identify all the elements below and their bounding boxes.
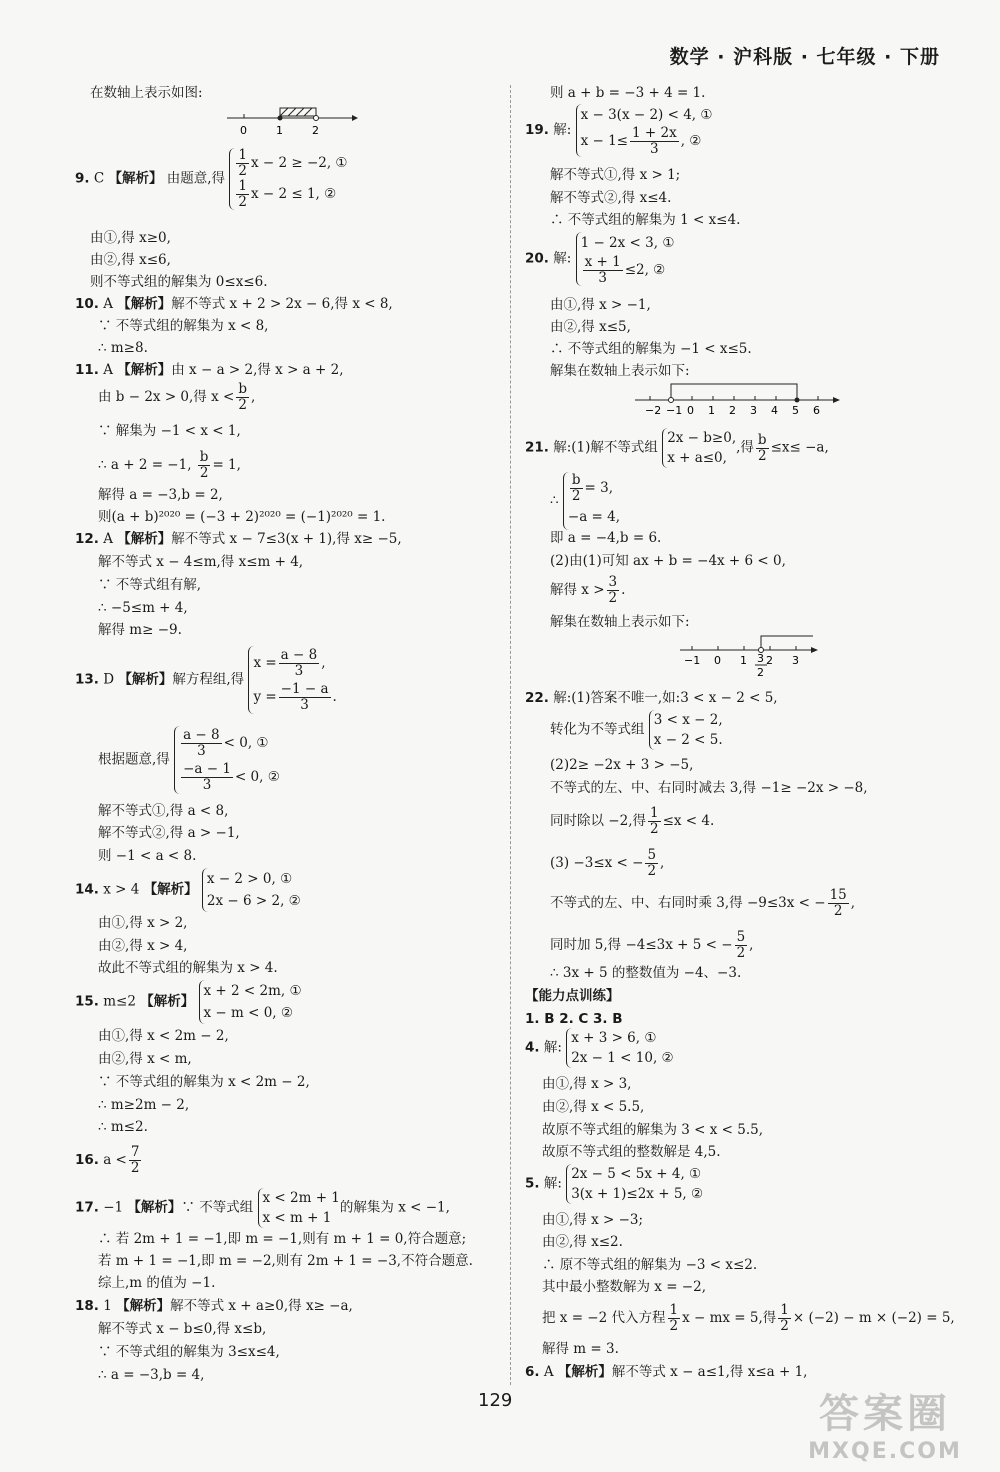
solid-dot [278, 116, 283, 121]
line: ∴ 若 2m + 1 = −1,即 m = −1,则有 m + 1 = 0,符合题意; [98, 1231, 467, 1247]
line: 同时加 5,得 −4≤3x + 5 < − $\frac{5}{2}$ , [550, 929, 754, 961]
line: 解得 m = 3. [542, 1341, 619, 1357]
tick-label: 2 [766, 654, 773, 667]
line: ∵ 不等式组的解集为 x < 8, [98, 318, 269, 334]
q16: 16. a < $\frac{7}{2}$ [75, 1144, 140, 1176]
line: ∴ m≤2. [98, 1119, 148, 1135]
answers-1-3: 1. B 2. C 3. B [525, 1011, 623, 1027]
tick-label: 2 [757, 666, 764, 678]
line: 由 b − 2x > 0,得 x < $\frac{b}{2}$ , [98, 381, 256, 413]
section-title: 【能力点训练】 [525, 988, 620, 1004]
q9 [75, 148, 348, 210]
q22-system: 转化为不等式组 3 < x − 2, x − 2 < 5. [550, 712, 723, 748]
tick-label: 1 [740, 654, 747, 667]
q15: 15. m≤2 【解析】 x + 2 < 2m, ① x − m < 0, ② [75, 980, 302, 1024]
line: 由②,得 x < m, [98, 1051, 192, 1067]
tick-label: 3 [757, 652, 764, 665]
q21: 21. 解:(1)解不等式组 2x − b≥0, x + a≤0, ,得 $\frac{b}{2}$ ≤x≤ −a, [525, 430, 829, 466]
q22: 22. 解:(1)答案不唯一,如:3 < x − 2 < 5, [525, 690, 778, 706]
line: 把 x = −2 代入方程 $\frac{1}{2}$ x − mx = 5,得 $\frac{1}{2}$ × (−2) − m × (−2) = 5, [542, 1302, 955, 1334]
q11: 11. A 【解析】由 x − a > 2,得 x > a + 2, [75, 362, 344, 378]
number-line-3 [678, 630, 823, 678]
column-divider [510, 85, 511, 1385]
line: 故此不等式组的解集为 x > 4. [98, 960, 278, 976]
line: 解集在数轴上表示如下: [550, 614, 690, 630]
line: ∴ 不等式组的解集为 −1 < x≤5. [550, 341, 752, 357]
q10: 10. A 【解析】解不等式 x + 2 > 2x − 6,得 x < 8, [75, 296, 393, 312]
line: 由①,得 x > −1, [550, 297, 651, 313]
q17: 17. −1 【解析】∵ 不等式组 x < 2m + 1 x < m + 1 的解集为 x < −1, [75, 1190, 450, 1226]
line: 由①,得 x > 3, [542, 1076, 632, 1092]
tick-label: 2 [312, 124, 319, 137]
line: 解不等式 x − b≤0,得 x≤b, [98, 1321, 267, 1337]
line: 解得 a = −3,b = 2, [98, 487, 223, 503]
q4: 4. 解: x + 3 > 6, ① 2x − 1 < 10, ② [525, 1030, 674, 1066]
q18: 18. 1 【解析】解不等式 x + a≥0,得 x≥ −a, [75, 1298, 353, 1314]
line: 由①,得 x > 2, [98, 915, 188, 931]
number-line-2 [630, 380, 845, 418]
tick-label: 5 [792, 404, 799, 417]
line: 由①,得 x≥0, [90, 230, 171, 246]
line: ∴ a + 2 = −1, $\frac{b}{2}$ = 1, [98, 449, 241, 481]
line: 解不等式②,得 x≤4. [550, 190, 672, 206]
line: 则 a + b = −3 + 4 = 1. [550, 85, 706, 101]
line: 由①,得 x < 2m − 2, [98, 1028, 229, 1044]
intro-text: 在数轴上表示如图: [90, 85, 203, 101]
system-brace: $\frac{1}{2}$ x − 2 ≥ −2, ① $\frac{1}{2}$ x − 2 ≤ 1, ② [229, 148, 347, 210]
page-number: 129 [478, 1390, 513, 1411]
line: 由②,得 x≤5, [550, 319, 631, 335]
q12: 12. A 【解析】解不等式 x − 7≤3(x + 1),得 x≥ −5, [75, 531, 402, 547]
tick-label: 3 [750, 404, 757, 417]
tick-label: 6 [813, 404, 820, 417]
line: 由②,得 x > 4, [98, 938, 188, 954]
line: (3) −3≤x < − $\frac{5}{2}$ , [550, 847, 665, 879]
line: 解集在数轴上表示如下: [550, 363, 690, 379]
line: 若 m + 1 = −1,即 m = −2,则有 2m + 1 = −3,不符合题意. [98, 1253, 473, 1269]
analysis-tag: 【解析】 [108, 170, 163, 187]
line: 则 −1 < a < 8. [98, 848, 197, 864]
hollow-dot [759, 648, 764, 653]
q21-system: ∴ $\frac{b}{2}$ = 3, −a = 4, [550, 472, 620, 530]
solution-bracket [761, 636, 813, 650]
hollow-dot [669, 398, 674, 403]
line: 则(a + b)²⁰²⁰ = (−3 + 2)²⁰²⁰ = (−1)²⁰²⁰ = 1. [98, 509, 386, 525]
line: 同时除以 −2,得 $\frac{1}{2}$ ≤x < 4. [550, 805, 715, 837]
line: 由②,得 x≤6, [90, 252, 171, 268]
line: (2)2≥ −2x + 3 > −5, [550, 757, 694, 773]
line: ∵ 不等式组的解集为 x < 2m − 2, [98, 1074, 310, 1090]
line: ∴ m≥8. [98, 340, 148, 356]
q19: 19. 解: x − 3(x − 2) < 4, ① x − 1≤ $\frac{1 + 2x}{3}$ , ② [525, 104, 712, 157]
line: ∵ 解集为 −1 < x < 1, [98, 423, 241, 439]
line: ∴ 3x + 5 的整数值为 −4、−3. [550, 965, 742, 981]
axis-arrow [811, 647, 818, 653]
line: ∴ 不等式组的解集为 1 < x≤4. [550, 212, 741, 228]
line: 由①,得 x > −3; [542, 1212, 644, 1228]
tick-label: 4 [771, 404, 778, 417]
q6: 6. A 【解析】解不等式 x − a≤1,得 x≤a + 1, [525, 1364, 808, 1380]
q5: 5. 解: 2x − 5 < 5x + 4, ① 3(x + 1)≤2x + 5, ② [525, 1166, 704, 1202]
answer: C [93, 170, 105, 187]
q13: 13. D 【解析】解方程组,得 x = $\frac{a - 8}{3}$ , y = $\frac{-1 - a}{3}$ . [75, 647, 337, 713]
line: 故原不等式组的解集为 3 < x < 5.5, [542, 1122, 764, 1138]
line: ∵ 不等式组有解, [98, 577, 202, 593]
line: 解不等式①,得 x > 1; [550, 167, 681, 183]
hollow-dot [314, 116, 319, 121]
tick-label: −1 [684, 654, 701, 667]
tick-label: −2 [645, 404, 662, 417]
tick-label: −1 [666, 404, 683, 417]
tick-label: 2 [729, 404, 736, 417]
tick-label: 0 [240, 124, 247, 137]
q20: 20. 解: 1 − 2x < 3, ① $\frac{x + 1}{3}$ ≤2, ② [525, 232, 674, 286]
tick-label: 1 [276, 124, 283, 137]
line: 解不等式②,得 a > −1, [98, 825, 240, 841]
line: ∴ m≥2m − 2, [98, 1097, 190, 1113]
axis-arrow [352, 115, 358, 121]
line: 综上,m 的值为 −1. [98, 1275, 216, 1291]
solid-dot [795, 398, 800, 403]
tick-label: 0 [687, 404, 694, 417]
line: 由②,得 x≤2. [542, 1234, 623, 1250]
line: 即 a = −4,b = 6. [550, 530, 662, 546]
number-line-1 [222, 104, 362, 140]
line: ∴ −5≤m + 4, [98, 600, 188, 616]
line: (2)由(1)可知 ax + b = −4x + 6 < 0, [550, 553, 786, 569]
line: 不等式的左、中、右同时减去 3,得 −1≥ −2x > −8, [550, 780, 868, 796]
line: 则不等式组的解集为 0≤x≤6. [90, 274, 268, 290]
line: ∵ 不等式组的解集为 3≤x≤4, [98, 1344, 280, 1360]
line: 解得 m≥ −9. [98, 622, 182, 638]
q-number: 9. [75, 170, 90, 187]
line: 其中最小整数解为 x = −2, [542, 1279, 706, 1295]
page-header: 数学 · 沪科版 · 七年级 · 下册 [669, 46, 940, 68]
text: 由题意,得 [166, 170, 226, 187]
q14: 14. x > 4 【解析】 x − 2 > 0, ① 2x − 6 > 2, ② [75, 868, 301, 912]
line: 不等式的左、中、右同时乘 3,得 −9≤3x < − $\frac{15}{2}$ , [550, 887, 856, 919]
axis-arrow [833, 397, 840, 403]
tick-label: 3 [792, 654, 799, 667]
line: 解不等式 x − 4≤m,得 x≤m + 4, [98, 554, 304, 570]
line: 解不等式①,得 a < 8, [98, 803, 229, 819]
line: 由②,得 x < 5.5, [542, 1099, 645, 1115]
line: 解得 x > $\frac{3}{2}$ . [550, 574, 626, 606]
tick-label: 0 [714, 654, 721, 667]
watermark-logo: 答案圈 MXQE.COM [808, 1391, 962, 1464]
line: ∴ a = −3,b = 4, [98, 1367, 205, 1383]
tick-label: 1 [708, 404, 715, 417]
line: 故原不等式组的整数解是 4,5. [542, 1144, 721, 1160]
q13-system: 根据题意,得 $\frac{a - 8}{3}$ < 0, ① $\frac{-a - 1}{3}$ < 0, ② [98, 727, 280, 793]
line: ∴ 原不等式组的解集为 −3 < x≤2. [542, 1257, 758, 1273]
